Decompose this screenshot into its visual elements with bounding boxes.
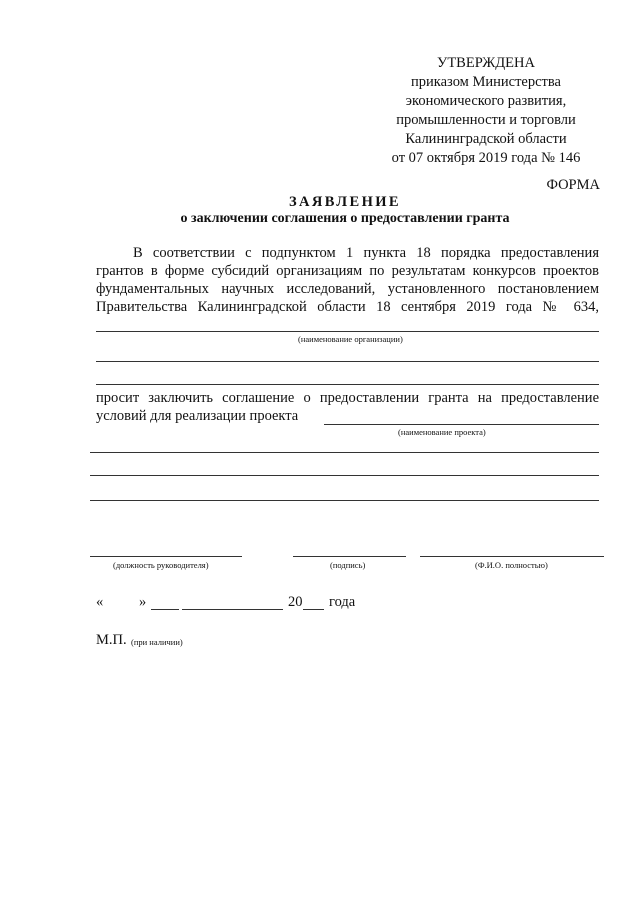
- org-name-line-3[interactable]: [96, 384, 599, 385]
- approval-line: Калининградской области: [405, 131, 567, 147]
- year-suffix: года: [329, 594, 356, 610]
- stamp-label: М.П.: [96, 632, 127, 648]
- full-name-caption: (Ф.И.О. полностью): [475, 560, 548, 570]
- year-prefix: 20: [288, 594, 303, 610]
- approval-line: от 07 октября 2019 года № 146: [391, 150, 581, 166]
- project-name-line-2[interactable]: [90, 452, 599, 453]
- date-open-quote: «: [96, 594, 104, 610]
- intro-paragraph: [96, 244, 599, 316]
- approval-line: экономического развития,: [405, 93, 567, 109]
- full-name-line[interactable]: [420, 556, 604, 557]
- project-caption: (наименование проекта): [398, 427, 486, 437]
- intro-line: фундаментальных научных исследований, установленного постановлением: [96, 281, 599, 297]
- date-close-quote: »: [139, 594, 147, 610]
- project-name-line-4[interactable]: [90, 500, 599, 501]
- org-name-line-2[interactable]: [96, 361, 599, 362]
- approval-line: УТВЕРЖДЕНА: [437, 55, 535, 71]
- project-name-line[interactable]: [324, 424, 599, 425]
- intro-line: В соответствии с подпунктом 1 пункта 18 порядка предоставления: [133, 245, 599, 261]
- position-caption: (должность руководителя): [113, 560, 209, 570]
- project-name-line-3[interactable]: [90, 475, 599, 476]
- approval-block: [360, 54, 612, 168]
- signature-caption: (подпись): [330, 560, 366, 570]
- month-line[interactable]: [182, 609, 283, 610]
- position-line[interactable]: [90, 556, 242, 557]
- form-label: ФОРМА: [546, 177, 600, 193]
- signature-line[interactable]: [293, 556, 406, 557]
- document-subtitle: о заключении соглашения о предоставлении гранта: [180, 211, 510, 226]
- intro-line: грантов в форме субсидий организациям по результатам конкурсов проектов: [96, 263, 599, 279]
- approval-line: приказом Министерства: [411, 74, 561, 90]
- request-paragraph: [96, 389, 599, 407]
- year-line[interactable]: [303, 609, 324, 610]
- approval-line: промышленности и торговли: [396, 112, 576, 128]
- document-title: ЗАЯВЛЕНИЕ: [288, 194, 402, 210]
- request-line: просит заключить соглашение о предоставлении гранта на предоставление: [96, 390, 599, 406]
- request-line-2: условий для реализации проекта: [96, 408, 299, 424]
- intro-line: Правительства Калининградской области 18 сентября 2019 года № 634,: [96, 299, 599, 315]
- stamp-note: (при наличии): [131, 637, 183, 647]
- org-name-line[interactable]: [96, 331, 599, 332]
- org-caption: (наименование организации): [298, 334, 403, 344]
- day-line[interactable]: [151, 609, 179, 610]
